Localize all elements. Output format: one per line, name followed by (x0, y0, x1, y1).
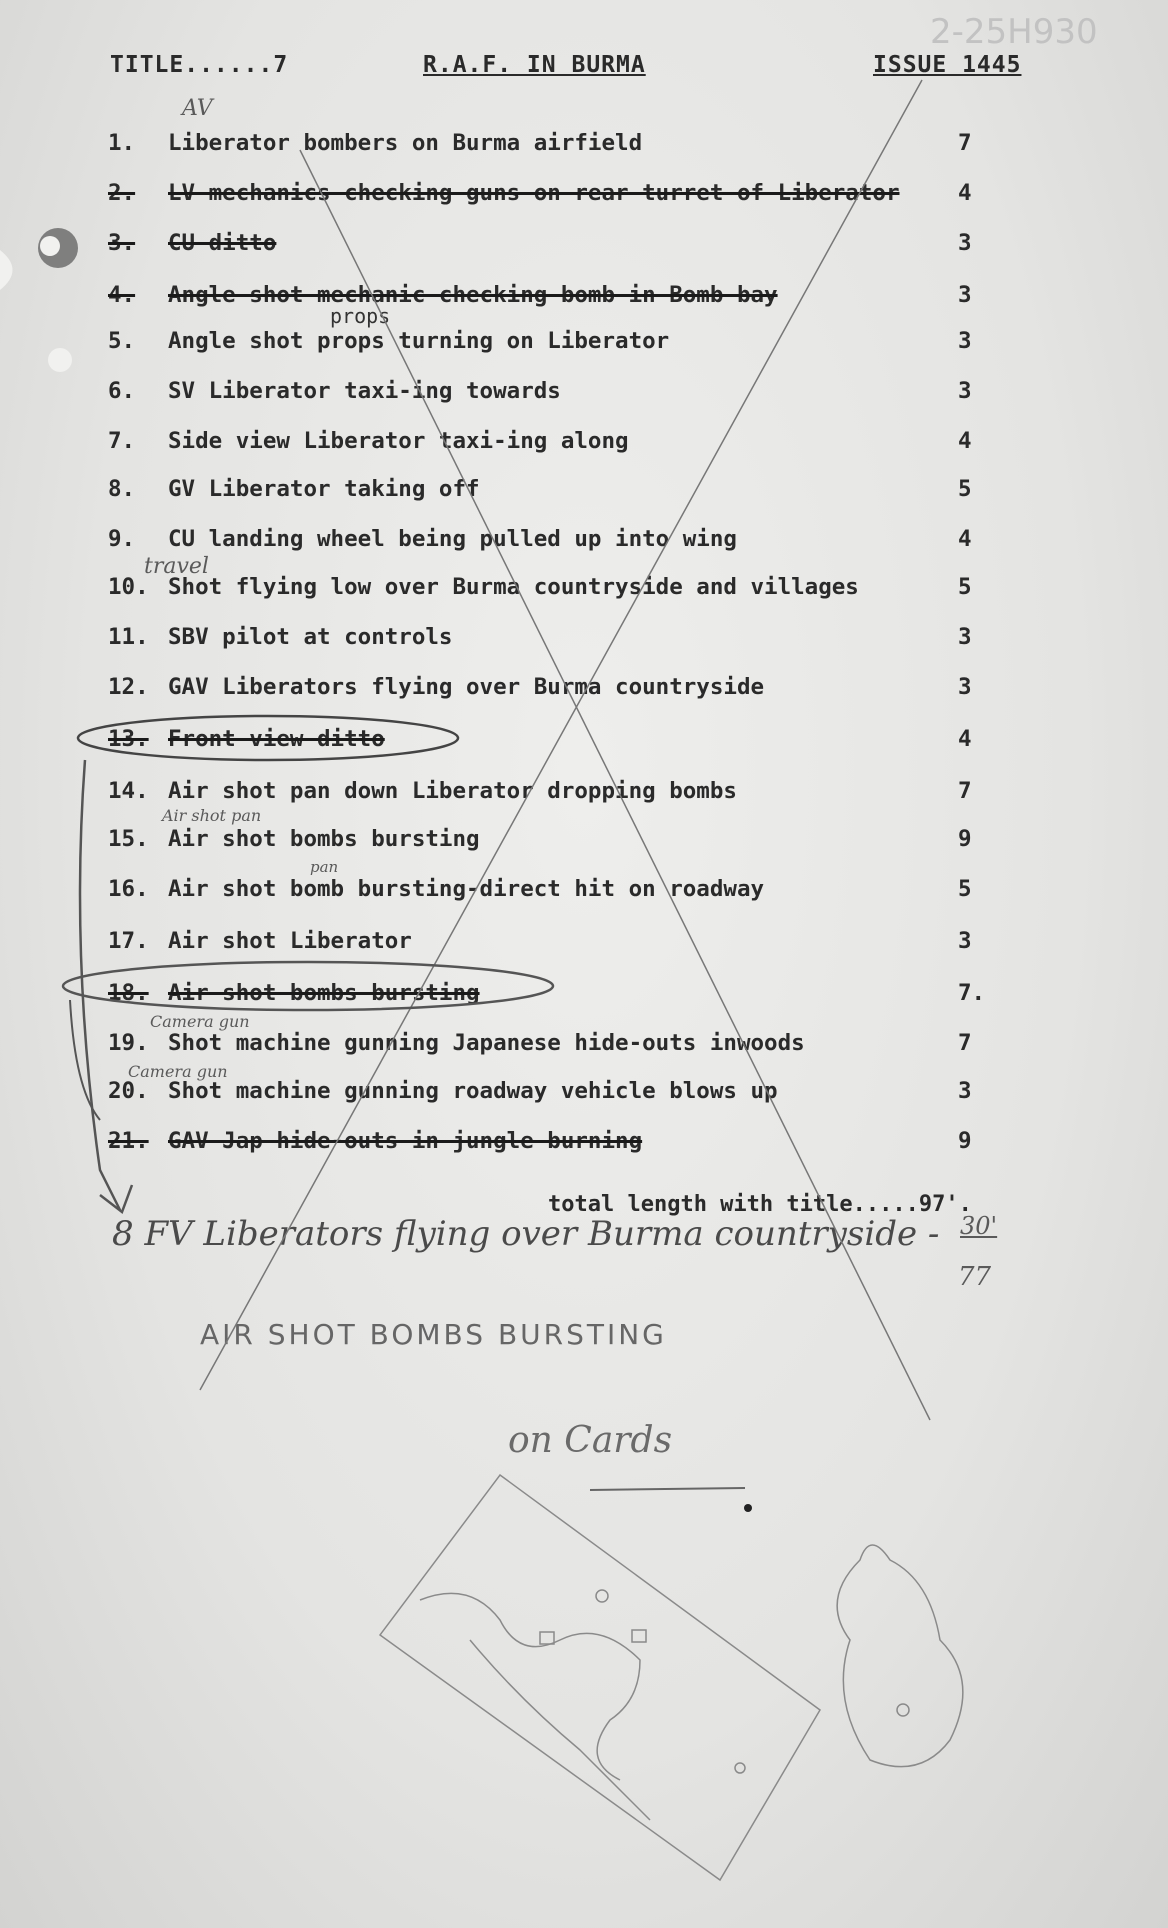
circle-item-13 (78, 716, 458, 760)
shot-duration: 9 (958, 826, 972, 852)
revised-total: 30' (960, 1212, 998, 1240)
shot-duration: 7 (958, 130, 972, 156)
shot-description: SBV pilot at controls (168, 624, 453, 650)
new-total: 77 (958, 1262, 992, 1292)
shot-number: 15. (108, 826, 149, 852)
shot-number: 2. (108, 180, 136, 206)
shot-number: 9. (108, 526, 136, 552)
shot-duration: 3 (958, 928, 972, 954)
added-shot-line: 8 FV Liberators flying over Burma countryside - (112, 1214, 940, 1254)
shot-number: 16. (108, 876, 149, 902)
shot-duration: 3 (958, 378, 972, 404)
shot-number: 12. (108, 674, 149, 700)
title-label: TITLE......7 (110, 52, 289, 78)
annotation-travel: travel (144, 554, 209, 579)
shot-duration: 3 (958, 282, 972, 308)
shot-duration: 5 (958, 574, 972, 600)
shot-description: Front view ditto (168, 726, 385, 752)
shot-number: 10. (108, 574, 149, 600)
shot-duration: 4 (958, 428, 972, 454)
shot-duration: 7 (958, 1030, 972, 1056)
shot-number: 17. (108, 928, 149, 954)
shot-number: 21. (108, 1128, 149, 1154)
total-length: total length with title.....97'. (548, 1192, 972, 1217)
ink-blot (0, 228, 78, 372)
shot-duration: 5 (958, 876, 972, 902)
cards-note: on Cards (508, 1420, 673, 1461)
shot-description: Side view Liberator taxi-ing along (168, 428, 629, 454)
diagonal-cross-line (200, 80, 922, 1390)
shot-description: GAV Jap hide-outs in jungle burning (168, 1128, 643, 1154)
shot-number: 3. (108, 230, 136, 256)
shot-duration: 7. (958, 980, 986, 1006)
map-sketch (380, 1475, 963, 1880)
annotation-props: props (330, 304, 391, 328)
pencil-note: AIR SHOT BOMBS BURSTING (200, 1318, 667, 1351)
annotation-camera-gun-20: Camera gun (128, 1062, 228, 1081)
serial-stamp: 2-25H930 (930, 12, 1098, 52)
shot-description: Air shot bombs bursting (168, 826, 480, 852)
shot-number: 11. (108, 624, 149, 650)
shot-description: Angle shot props turning on Liberator (168, 328, 670, 354)
shot-duration: 3 (958, 624, 972, 650)
shot-description: Liberator bombers on Burma airfield (168, 130, 643, 156)
shot-description: Angle shot mechanic checking bomb in Bomb bay (168, 282, 778, 308)
shot-duration: 4 (958, 180, 972, 206)
shot-description: Air shot pan down Liberator dropping bombs (168, 778, 737, 804)
shot-duration: 5 (958, 476, 972, 502)
shot-duration: 4 (958, 526, 972, 552)
shot-duration: 9 (958, 1128, 972, 1154)
shot-description: Air shot bomb bursting-direct hit on roadway (168, 876, 765, 902)
shot-duration: 3 (958, 328, 972, 354)
annotation-av: AV (182, 96, 213, 121)
shot-description: Air shot Liberator (168, 928, 412, 954)
shot-number: 14. (108, 778, 149, 804)
shot-duration: 4 (958, 726, 972, 752)
circle-item-18 (63, 962, 553, 1010)
shot-number: 6. (108, 378, 136, 404)
shot-number: 7. (108, 428, 136, 454)
arrow-head (100, 1185, 132, 1212)
shot-number: 13. (108, 726, 149, 752)
shot-number: 4. (108, 282, 136, 308)
issue-number: ISSUE 1445 (873, 52, 1022, 78)
shot-number: 1. (108, 130, 136, 156)
diagonal-cross-line (300, 150, 930, 1420)
shot-description: Shot machine gunning roadway vehicle blows up (168, 1078, 778, 1104)
shot-duration: 3 (958, 1078, 972, 1104)
shot-number: 19. (108, 1030, 149, 1056)
shot-description: SV Liberator taxi-ing towards (168, 378, 561, 404)
shot-duration: 7 (958, 778, 972, 804)
shot-duration: 3 (958, 674, 972, 700)
shot-number: 5. (108, 328, 136, 354)
annotation-camera-gun-19: Camera gun (150, 1012, 250, 1031)
shot-description: GAV Liberators flying over Burma countryside (168, 674, 765, 700)
document-title: R.A.F. IN BURMA (423, 52, 646, 78)
move-arrow (80, 760, 120, 1210)
shot-description: Shot machine gunning Japanese hide-outs inwoods (168, 1030, 805, 1056)
shot-number: 18. (108, 980, 149, 1006)
shot-number: 20. (108, 1078, 149, 1104)
shot-description: Air shot bombs bursting (168, 980, 480, 1006)
shot-duration: 3 (958, 230, 972, 256)
annotation-pan: pan (310, 858, 339, 876)
shot-number: 8. (108, 476, 136, 502)
shot-description: CU landing wheel being pulled up into wing (168, 526, 737, 552)
annotation-air-shot-pan: Air shot pan (162, 806, 262, 825)
shot-description: CU ditto (168, 230, 277, 256)
shot-description: LV mechanics checking guns on rear turret of Liberator (168, 180, 900, 206)
shot-description: Shot flying low over Burma countryside and villages (168, 574, 859, 600)
shot-description: GV Liberator taking off (168, 476, 480, 502)
